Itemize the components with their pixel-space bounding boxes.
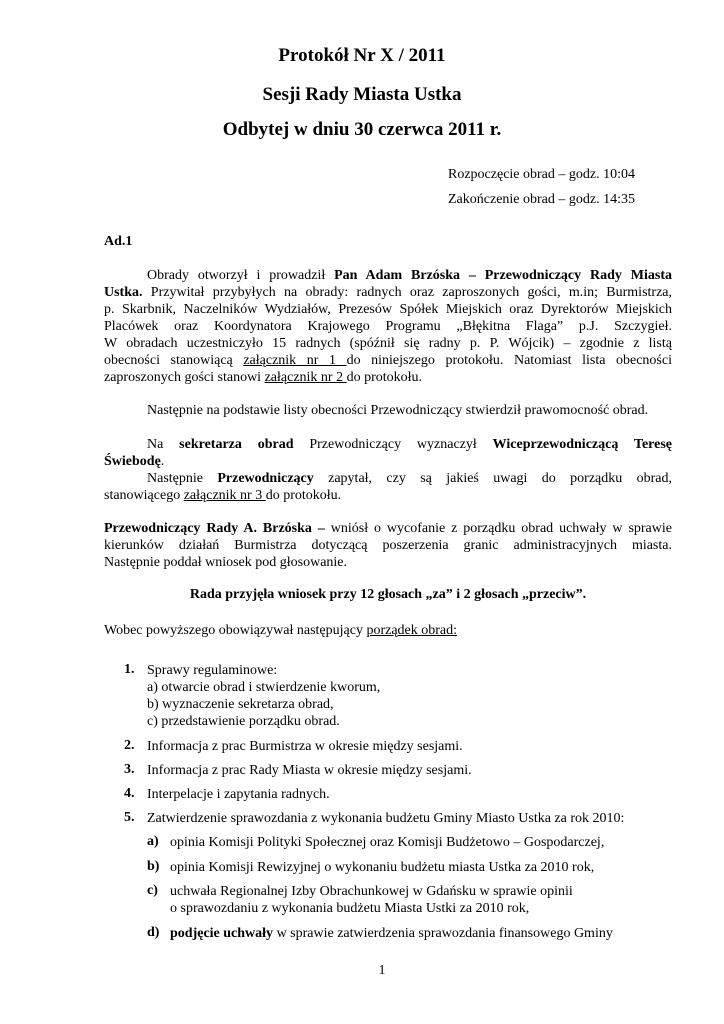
- end-time: Zakończenie obrad – godz. 14:35: [448, 192, 635, 207]
- date-title: Odbytej w dniu 30 czerwca 2011 r.: [222, 119, 502, 140]
- protocol-title: Protokół Nr X / 2011: [278, 45, 446, 66]
- paragraph-quorum: Następnie na podstawie listy obecności Przewodniczący stwierdził prawomocność obrad.: [147, 403, 649, 418]
- agenda-item-1a: a) otwarcie obrad i stwierdzenie kworum,: [147, 680, 381, 695]
- session-title: Sesji Rady Miasta Ustka: [262, 84, 462, 105]
- section-heading: Ad.1: [104, 234, 133, 249]
- paragraph-motion: Przewodniczący Rady A. Brzóska – wniósł o wycofanie z porządku obrad uchwały w sprawie kierunków działań Burmistrza dotyczącą poszerzenia granic administracyjnych miasta. Następnie poddał wniosek pod głosowanie.: [104, 521, 672, 570]
- agenda-item-4-number: 4.: [124, 786, 135, 801]
- agenda-item-5d: podjęcie uchwały w sprawie zatwierdzenia sprawozdania finansowego Gminy: [170, 926, 613, 941]
- agenda-item-1c: c) przedstawienie porządku obrad.: [147, 714, 340, 729]
- agenda-intro: Wobec powyższego obowiązywał następujący porządek obrad:: [104, 623, 458, 638]
- agenda-item-1: Sprawy regulaminowe:: [147, 663, 278, 678]
- paragraph-opening: Obrady otworzył i prowadził Pan Adam Brzóska – Przewodniczący Rady Miasta Ustka. Przywitał przybyłych na obrady: radnych oraz zaproszonych gości, m.in; Burmistrza, p. Skarbnik, Naczelników Wydziałów, Prezesów Spółek Miejskich oraz Dyrektorów Miejskich Placówek oraz Koordynatora Krajowego Programu „Błękitna Flaga” p.J. Szczygieł. W obradach uczestniczyło 15 radnych (spóźnił się radny p. P. Wójcik) – zgodnie z listą obecności stanowiącą załącznik nr 1 do niniejszego protokołu. Natomiast lista obecności zaproszonych gości stanowi załącznik nr 2 do protokołu.: [104, 268, 672, 385]
- agenda-item-5c-continuation: o sprawozdaniu z wykonania budżetu Miasta Ustki za 2010 rok,: [170, 901, 530, 916]
- agenda-item-5-number: 5.: [124, 810, 135, 825]
- paragraph-secretary: Na sekretarza obrad Przewodniczący wyznaczył Wiceprzewodniczącą Teresę Świebodę. Następnie Przewodniczący zapytał, czy są jakieś uwagi do porządku obrad, stanowiącego załącznik nr 3 do protokołu.: [104, 437, 673, 503]
- agenda-item-5c-letter: c): [147, 883, 158, 898]
- start-time: Rozpoczęcie obrad – godz. 10:04: [448, 167, 635, 182]
- agenda-item-2-number: 2.: [124, 738, 135, 753]
- agenda-item-3: Informacja z prac Rady Miasta w okresie między sesjami.: [147, 763, 472, 778]
- agenda-item-5c: uchwała Regionalnej Izby Obrachunkowej w Gdańsku w sprawie opinii: [170, 884, 573, 899]
- agenda-item-5b: opinia Komisji Rewizyjnej o wykonaniu budżetu miasta Ustka za 2010 rok,: [170, 860, 595, 875]
- vote-result: Rada przyjęła wniosek przy 12 głosach „za” i 2 głosach „przeciw”.: [189, 587, 587, 602]
- agenda-item-5: Zatwierdzenie sprawozdania z wykonania budżetu Gminy Miasto Ustka za rok 2010:: [147, 811, 625, 826]
- page-number: 1: [378, 963, 386, 978]
- agenda-item-3-number: 3.: [124, 762, 135, 777]
- agenda-item-5d-letter: d): [147, 925, 160, 940]
- agenda-item-1b: b) wyznaczenie sekretarza obrad,: [147, 697, 334, 712]
- agenda-item-4: Interpelacje i zapytania radnych.: [147, 787, 330, 802]
- agenda-item-5a-letter: a): [147, 834, 159, 849]
- agenda-item-2: Informacja z prac Burmistrza w okresie między sesjami.: [147, 739, 463, 754]
- agenda-item-5b-letter: b): [147, 859, 160, 874]
- agenda-item-5a: opinia Komisji Polityki Społecznej oraz Komisji Budżetowo – Gospodarczej,: [170, 835, 605, 850]
- agenda-item-1-number: 1.: [124, 662, 135, 677]
